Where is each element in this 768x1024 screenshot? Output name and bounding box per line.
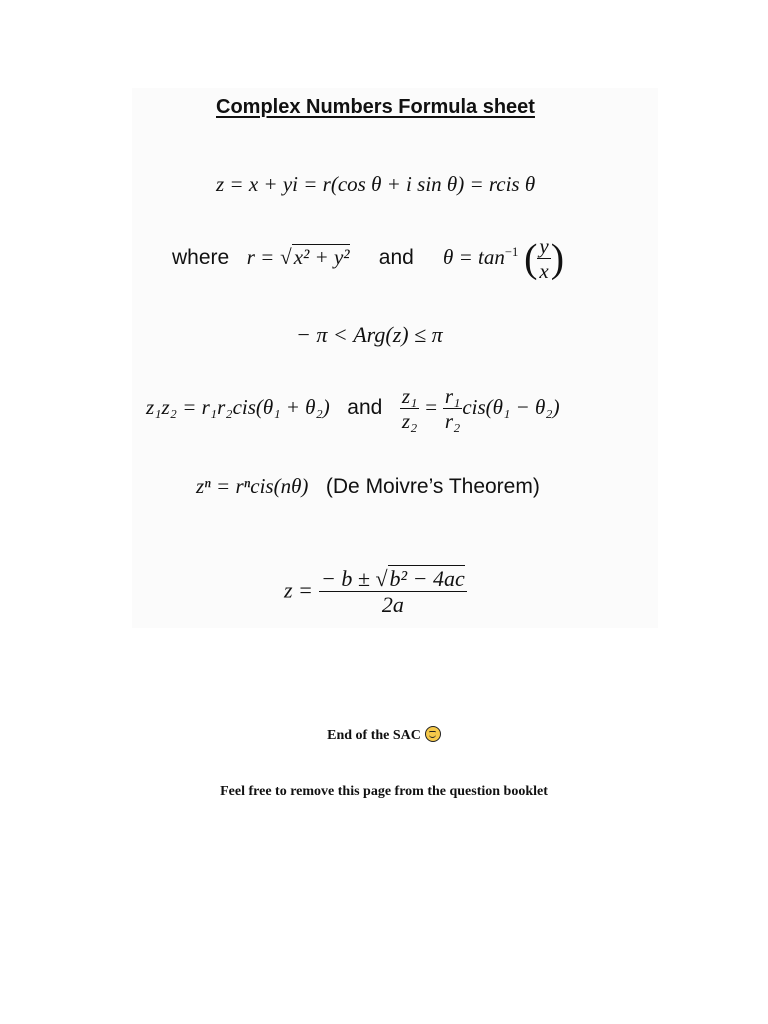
and-label: and [378,246,414,270]
z2-denominator: z₂ [401,409,418,434]
end-of-sac-text [0,726,768,744]
r-prefix: r = [246,245,275,270]
fraction-numerator: y [539,234,549,258]
quadratic-radicand: b² − 4ac [389,566,465,591]
where-label: where [172,246,230,270]
formula-polar-form: z = x + yi = r(cos θ + i sin θ) = rcis θ [216,172,536,196]
equals-sign: = [425,395,438,420]
formula-de-moivre [196,474,540,499]
r-radicand: x² + y² [293,245,350,270]
formula-quadratic [284,566,467,618]
formula-modulus-argument: where r = √x² + y² and $\theta = \tan^{-1}$ ( $\frac{y}{x}$ ) [172,234,565,284]
formula-principal-argument: − π < Arg(z) ≤ π [296,322,443,347]
theta-prefix: θ = tan [443,245,505,270]
quotient-cis: cis(θ₁ − θ₂) [462,395,560,420]
r-quotient-fraction [443,384,462,433]
quadratic-prefix: z = [284,577,313,603]
remove-page-note: Feel free to remove this page from the question booklet [220,784,548,799]
r2-denominator: r₂ [444,409,461,434]
quadratic-num-lead: − b ± [321,566,370,591]
de-moivre-formula: zⁿ = rⁿcis(nθ) [196,474,309,498]
product-formula: z₁z₂ = r₁r₂cis(θ₁ + θ₂) [146,395,330,420]
quadratic-denominator: 2a [381,592,404,618]
y-over-x-fraction [537,234,550,283]
z1-numerator: z₁ [401,384,418,408]
end-text: End of the SAC [327,728,421,743]
theta-exponent: −1 [504,245,519,260]
quadratic-fraction: $\frac{\text{− b ± √b² − 4ac}}{2a}$ [321,566,465,618]
fraction-denominator: x [539,259,549,284]
r1-numerator: r₁ [444,384,461,408]
formula-sheet-image [132,88,658,628]
page-title: Complex Numbers Formula sheet [216,96,535,118]
de-moivre-label: (De Moivre’s Theorem) [325,475,540,498]
smiling-face-icon [425,726,441,742]
and-label-2: and [347,396,383,420]
formula-product-quotient [146,384,560,433]
z-quotient-fraction [400,384,419,433]
